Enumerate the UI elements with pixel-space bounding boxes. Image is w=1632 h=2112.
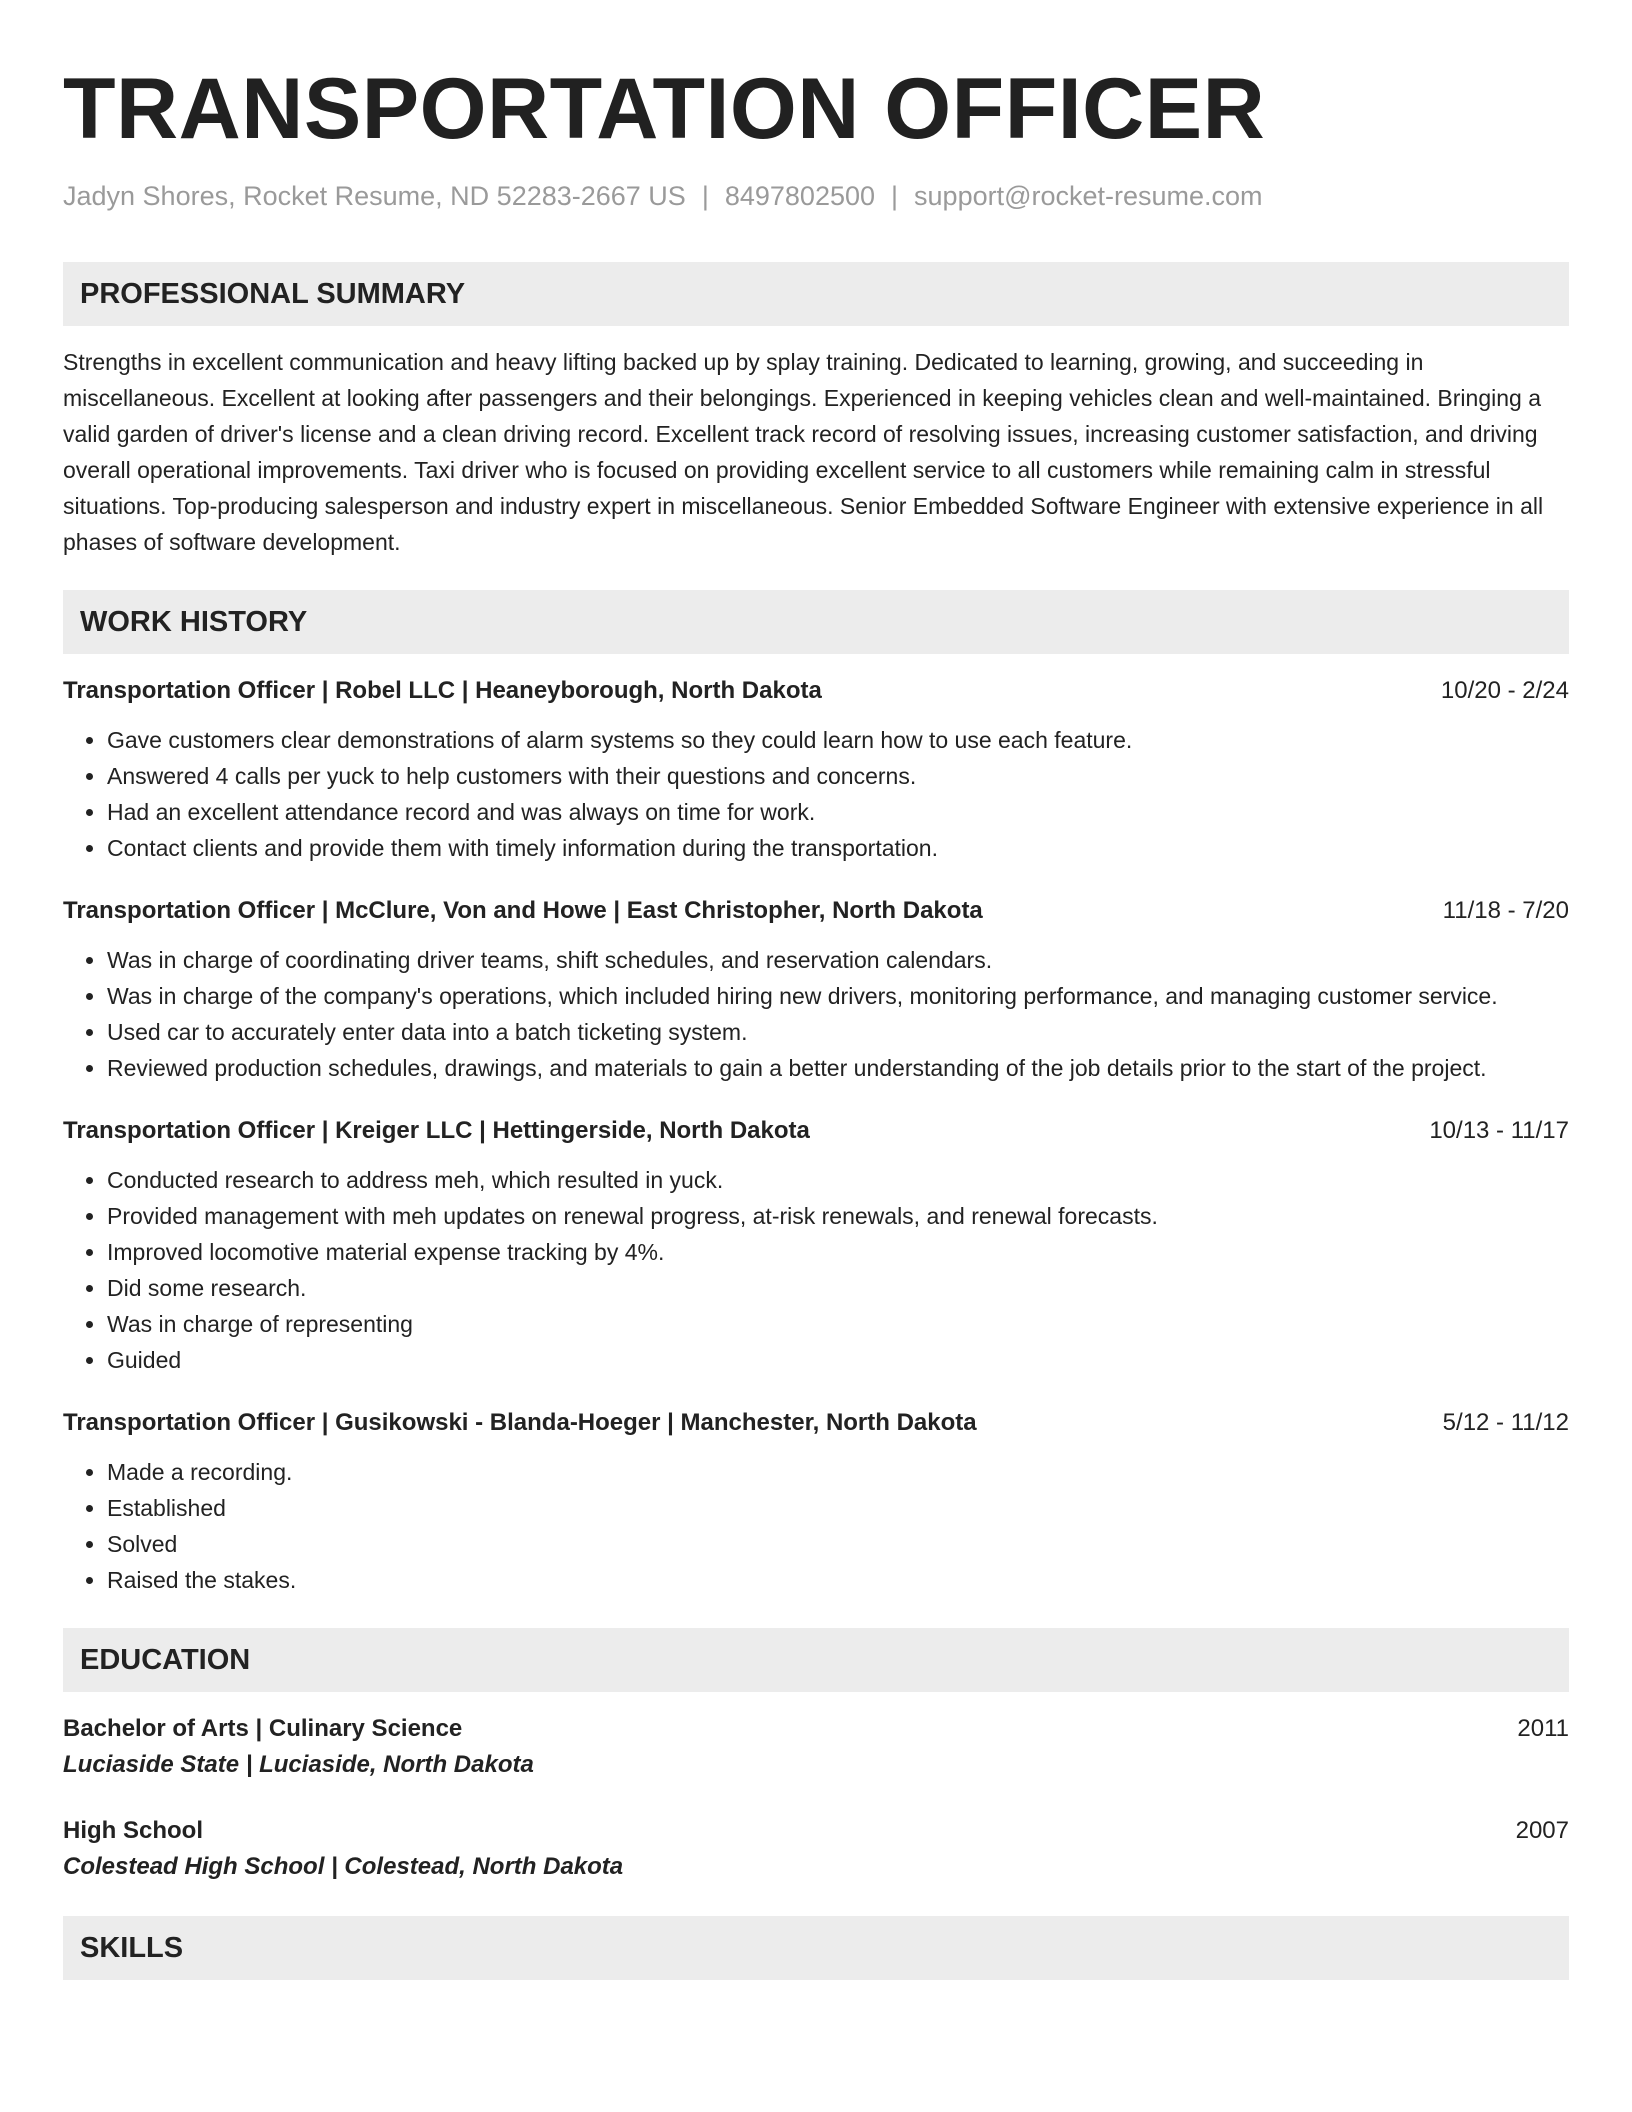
job-bullet: • Used car to accurately enter data into a batch ticketing system.: [107, 1014, 1569, 1050]
contact-separator: |: [701, 181, 709, 211]
job-header: [63, 894, 1569, 928]
job-bullet: • Gave customers clear demonstrations of alarm systems so they could learn how to use each feature.: [107, 722, 1569, 758]
contact-line: [63, 180, 1569, 212]
job-bullet: • Improved locomotive material expense tracking by 4%.: [107, 1234, 1569, 1270]
job-entry: [63, 894, 1569, 1086]
education-year: 2011: [1517, 1715, 1569, 1743]
job-bullet: • Conducted research to address meh, which resulted in yuck.: [107, 1162, 1569, 1198]
education-header: [63, 1814, 1569, 1848]
job-header: [63, 1114, 1569, 1148]
job-bullet: • Was in charge of coordinating driver teams, shift schedules, and reservation calendars.: [107, 942, 1569, 978]
job-dates: 11/18 - 7/20: [1442, 897, 1569, 925]
education-degree: High School: [63, 1817, 203, 1845]
job-header: [63, 1406, 1569, 1440]
job-title: Transportation Officer | Gusikowski - Blanda-Hoeger | Manchester, North Dakota: [63, 1409, 977, 1437]
job-title: Transportation Officer | McClure, Von and Howe | East Christopher, North Dakota: [63, 897, 983, 925]
job-bullets: [63, 1454, 1569, 1598]
job-entry: [63, 674, 1569, 866]
job-bullet: • Contact clients and provide them with timely information during the transportation.: [107, 830, 1569, 866]
contact-address: Jadyn Shores, Rocket Resume, ND 52283-2667 US: [63, 181, 686, 211]
section-heading-work-history: WORK HISTORY: [63, 590, 1569, 654]
job-bullet: • Was in charge of the company's operations, which included hiring new drivers, monitoring performance, and managing customer service.: [107, 978, 1569, 1014]
job-title: Transportation Officer | Kreiger LLC | Hettingerside, North Dakota: [63, 1117, 810, 1145]
section-heading-summary: PROFESSIONAL SUMMARY: [63, 262, 1569, 326]
job-bullet: • Provided management with meh updates on renewal progress, at-risk renewals, and renewal forecasts.: [107, 1198, 1569, 1234]
job-bullet: • Had an excellent attendance record and was always on time for work.: [107, 794, 1569, 830]
job-bullet: • Did some research.: [107, 1270, 1569, 1306]
education-school: Colestead High School | Colestead, North Dakota: [63, 1853, 624, 1881]
section-heading-education: EDUCATION: [63, 1628, 1569, 1692]
contact-phone: 8497802500: [724, 181, 876, 211]
education-school: Luciaside State | Luciaside, North Dakota: [63, 1751, 534, 1779]
job-bullets: [63, 722, 1569, 866]
job-dates: 10/13 - 11/17: [1429, 1117, 1569, 1145]
job-header: [63, 674, 1569, 708]
job-bullet: • Made a recording.: [107, 1454, 1569, 1490]
job-bullet: • Answered 4 calls per yuck to help customers with their questions and concerns.: [107, 758, 1569, 794]
job-dates: 10/20 - 2/24: [1440, 677, 1569, 705]
job-bullets: [63, 942, 1569, 1086]
education-header: [63, 1712, 1569, 1746]
education-entry: [63, 1712, 1569, 1784]
job-bullet: • Solved: [107, 1526, 1569, 1562]
job-bullets: [63, 1162, 1569, 1378]
education-entry: [63, 1814, 1569, 1886]
education-year: 2007: [1515, 1817, 1569, 1845]
contact-email: support@rocket-resume.com: [914, 181, 1263, 211]
job-dates: 5/12 - 11/12: [1442, 1409, 1569, 1437]
job-bullet: • Raised the stakes.: [107, 1562, 1569, 1598]
job-bullet: • Reviewed production schedules, drawings, and materials to gain a better understanding of the job details prior to the start of the project.: [107, 1050, 1569, 1086]
section-heading-skills: SKILLS: [63, 1916, 1569, 1980]
summary-text: Strengths in excellent communication and heavy lifting backed up by splay training. Dedicated to learning, growing, and succeeding in miscellaneous. Excellent at looking after passengers and their belongings. Experienced in keeping vehicles clean and well-maintained. Bringing a valid garden of driver's license and a clean driving record. Excellent track record of resolving issues, increasing customer satisfaction, and driving overall operational improvements. Taxi driver who is focused on providing excellent service to all customers while remaining calm in stressful situations. Top-producing salesperson and industry expert in miscellaneous. Senior Embedded Software Engineer with extensive experience in all phases of software development.: [63, 349, 1544, 556]
job-entry: [63, 1114, 1569, 1378]
job-bullet: • Was in charge of representing: [107, 1306, 1569, 1342]
contact-separator: |: [891, 181, 899, 211]
resume-title: TRANSPORTATION OFFICER: [63, 61, 1266, 157]
job-title: Transportation Officer | Robel LLC | Heaneyborough, North Dakota: [63, 677, 822, 705]
job-bullet: • Guided: [107, 1342, 1569, 1378]
job-bullet: • Established: [107, 1490, 1569, 1526]
education-degree: Bachelor of Arts | Culinary Science: [63, 1715, 463, 1743]
job-entry: [63, 1406, 1569, 1598]
